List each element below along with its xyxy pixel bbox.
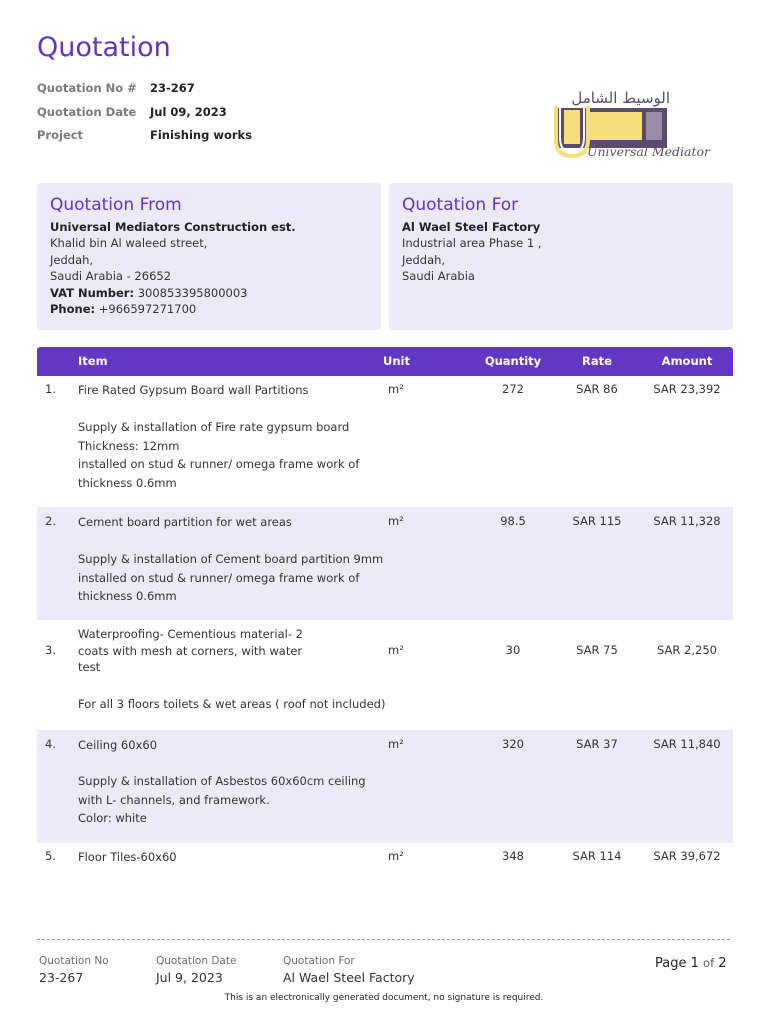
- row-rate: SAR 37: [576, 737, 618, 751]
- footer-value: Jul 9, 2023: [156, 970, 223, 985]
- footer-label: Quotation No: [39, 955, 109, 967]
- phone-label: Phone:: [50, 302, 96, 317]
- row-unit: m²: [388, 643, 404, 657]
- for-address-line: Industrial area Phase 1 ,: [402, 236, 542, 251]
- for-address-line: Saudi Arabia: [402, 269, 475, 284]
- column-header-rate: Rate: [582, 354, 612, 368]
- row-quantity: 30: [505, 643, 521, 657]
- column-header-quantity: Quantity: [484, 354, 542, 368]
- row-unit: m²: [388, 849, 404, 863]
- company-logo: [550, 88, 712, 163]
- page-total: 2: [718, 956, 727, 971]
- column-header-unit: Unit: [383, 354, 410, 368]
- row-amount: SAR 11,328: [653, 514, 721, 528]
- row-amount: SAR 2,250: [657, 643, 717, 657]
- row-rate: SAR 115: [572, 514, 622, 528]
- row-amount: SAR 39,672: [653, 849, 721, 863]
- meta-label: Quotation Date: [37, 105, 137, 119]
- row-number: 5.: [45, 849, 56, 863]
- footer-label: Quotation Date: [156, 955, 237, 967]
- row-item-name: Waterproofing- Cementious material- 2 coats with mesh at corners, with water test: [78, 627, 303, 674]
- row-quantity: 348: [502, 849, 524, 863]
- row-description-line: Color: white: [78, 811, 147, 825]
- row-description-line: For all 3 floors toilets & wet areas ( roof not included): [78, 697, 386, 711]
- meta-value: Finishing works: [150, 128, 253, 142]
- row-amount: SAR 11,840: [653, 737, 721, 751]
- row-description: [78, 550, 398, 606]
- footer-value: Al Wael Steel Factory: [283, 970, 415, 985]
- quotation-for-heading: Quotation For: [402, 195, 519, 215]
- footer-note: This is an electronically generated document, no signature is required.: [224, 993, 544, 1003]
- vat-label: VAT Number:: [50, 285, 135, 300]
- row-description-line: Thickness: 12mm: [78, 438, 180, 453]
- footer-divider: [37, 939, 730, 940]
- row-unit: m²: [388, 514, 404, 528]
- page-indicator: [655, 956, 727, 971]
- row-number: 2.: [45, 514, 56, 528]
- row-item-name: Ceiling 60x60: [78, 738, 158, 752]
- quotation-from-panel: [37, 183, 381, 330]
- row-quantity: 320: [502, 737, 524, 751]
- row-description-line: Supply & installation of Cement board partition 9mm: [78, 552, 384, 566]
- footer-value: 23-267: [39, 970, 84, 985]
- column-header-item: Item: [78, 354, 108, 368]
- row-number: 1.: [45, 382, 56, 396]
- table-row: [37, 730, 733, 843]
- from-address-line: Jeddah,: [50, 252, 94, 267]
- column-header-amount: Amount: [661, 354, 713, 368]
- row-description: [78, 772, 398, 828]
- table-row: [37, 507, 733, 620]
- row-description-line: Supply & installation of Asbestos 60x60cm ceiling: [78, 774, 366, 788]
- meta-label: Quotation No #: [37, 81, 137, 95]
- row-description-line: thickness 0.6mm: [78, 589, 177, 603]
- quotation-for-panel: [389, 183, 733, 330]
- row-quantity: 272: [502, 382, 524, 396]
- row-unit: m²: [388, 737, 404, 751]
- for-address-line: Jeddah,: [402, 252, 446, 267]
- for-company: Al Wael Steel Factory: [402, 220, 541, 234]
- page-title: Quotation: [37, 32, 171, 63]
- table-row: [37, 843, 733, 888]
- quotation-from-heading: Quotation From: [50, 195, 182, 215]
- table-header: [37, 347, 733, 376]
- row-number: 3.: [45, 643, 56, 657]
- row-description-line: Supply & installation of Fire rate gypsum board: [78, 420, 350, 434]
- meta-value: 23-267: [150, 81, 195, 95]
- row-number: 4.: [45, 737, 56, 751]
- from-address-line: Saudi Arabia - 26652: [50, 269, 172, 284]
- table-row: [37, 376, 733, 507]
- from-address-line: Khalid bin Al waleed street,: [50, 236, 208, 251]
- row-description: [78, 418, 398, 492]
- row-rate: SAR 75: [576, 643, 618, 657]
- row-unit: m²: [388, 382, 404, 396]
- row-description-line: installed on stud & runner/ omega frame work of: [78, 570, 360, 585]
- table-row: [37, 620, 733, 730]
- meta-value: Jul 09, 2023: [150, 105, 227, 119]
- from-company: Universal Mediators Construction est.: [50, 220, 296, 234]
- phone-number: +966597271700: [98, 302, 197, 317]
- footer-label: Quotation For: [283, 955, 355, 967]
- row-item-name: Fire Rated Gypsum Board wall Partitions: [78, 383, 309, 397]
- row-item-name: Cement board partition for wet areas: [78, 515, 292, 529]
- row-description-line: thickness 0.6mm: [78, 475, 177, 490]
- row-rate: SAR 114: [572, 849, 622, 863]
- row-quantity: 98.5: [500, 514, 526, 528]
- page-current: 1: [690, 956, 699, 971]
- logo-graphic: [550, 88, 712, 163]
- logo-arabic-text: الوسيط الشامل: [571, 89, 670, 107]
- row-item-name: Floor Tiles-60x60: [78, 850, 177, 864]
- row-description: [78, 695, 398, 714]
- page-prefix: Page: [655, 956, 687, 971]
- logo-name-text: Universal Mediator: [586, 144, 710, 159]
- vat-number: 300853395800003: [137, 285, 248, 300]
- row-description-line: with L- channels, and framework.: [78, 792, 270, 807]
- row-description-line: installed on stud & runner/ omega frame work of: [78, 457, 360, 471]
- meta-label: Project: [37, 128, 84, 142]
- row-rate: SAR 86: [576, 382, 618, 396]
- row-amount: SAR 23,392: [653, 382, 721, 396]
- page-of: of: [703, 956, 715, 970]
